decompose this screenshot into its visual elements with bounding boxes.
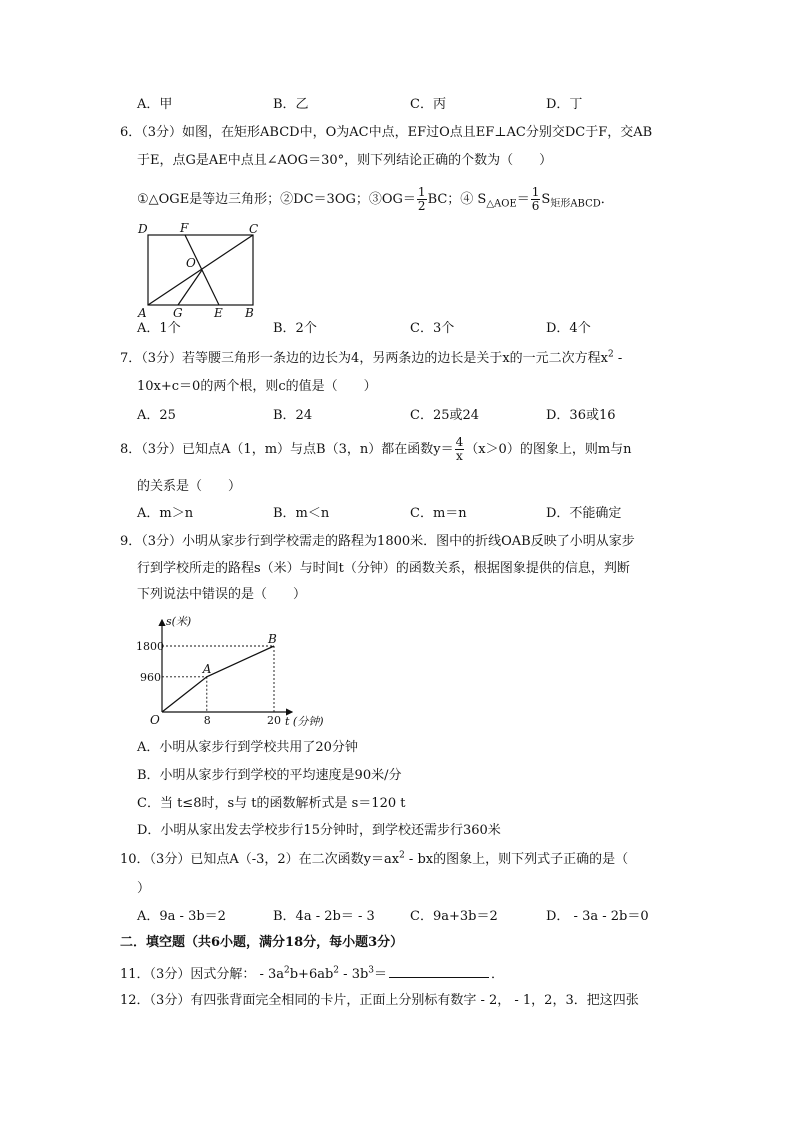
q6-line1: 6．（3分）如图，在矩形ABCD中，O为AC中点，EF过O点且EF⊥AC分别交DC于F，交AB <box>120 125 653 140</box>
answer-blank[interactable] <box>389 963 489 978</box>
fraction-four-over-x: $\frac{4}{x}$ <box>455 435 464 463</box>
q7-option-d: D．36或16 <box>546 408 616 423</box>
q9-distance-time-graph <box>134 606 364 732</box>
label-e: E <box>214 306 223 318</box>
q5-option-d: D．丁 <box>546 97 583 112</box>
section-heading-fill-in: 二．填空题（共6小题，满分18分，每小题3分） <box>120 935 404 950</box>
q9-line3: 下列说法中错误的是（ ） <box>137 587 307 602</box>
q6-statements: ①△OGE是等边三角形；②DC＝3OG；③OG＝ $\frac{1}{2}$ BC；④ $S_{\triangle AOE}=$ $\frac{1}{6}$ $S_{矩形ABCD}$． <box>137 185 614 213</box>
label-c: C <box>249 222 259 236</box>
q5-option-c: C．丙 <box>410 97 446 112</box>
q9-line2: 行到学校所走的路程s（米）与时间t（分钟）的函数关系，根据图象提供的信息，判断 <box>137 561 630 576</box>
q11-line1: 11．（3分）因式分解： - $3a^2b+6ab^2 - 3b^3=$ ． <box>120 963 504 984</box>
q6-option-d: D．4个 <box>546 321 591 336</box>
label-a: A <box>138 306 147 318</box>
q7-line1: 7．（3分）若等腰三角形一条边的边长为4，另两条边的边长是关于x的一元二次方程$x^2$ - <box>120 349 623 366</box>
y-axis-label: s(米) <box>166 615 192 628</box>
q9-option-c: C．当 t≤8时，s与 t的函数解析式是 s＝120 t <box>137 796 406 811</box>
q10-line2: ） <box>137 881 151 896</box>
q9-option-b: B．小明从家步行到学校的平均速度是90米/分 <box>137 768 402 783</box>
q9-line1: 9．（3分）小明从家步行到学校需走的路程为1800米．图中的折线OAB反映了小明从家步 <box>120 534 635 549</box>
label-b: B <box>245 306 254 318</box>
series-line-oab <box>162 646 274 712</box>
fraction-one-half: $\frac{1}{2}$ <box>417 185 426 213</box>
y-tick-1800: 1800 <box>136 640 164 653</box>
q9-option-a: A．小明从家步行到学校共用了20分钟 <box>137 740 358 755</box>
q7-option-b: B．24 <box>273 408 313 423</box>
q10-option-a: A．9a - 3b＝2 <box>137 909 226 924</box>
q8-option-b: B．m＜n <box>273 506 330 521</box>
x-tick-20: 20 <box>267 714 281 727</box>
q9-option-d: D．小明从家出发去学校步行15分钟时，到学校还需步行360米 <box>137 823 501 838</box>
q10-option-d: D． - 3a - 2b＝0 <box>546 909 649 924</box>
y-tick-960: 960 <box>140 670 161 684</box>
q6-line2: 于E，点G是AE中点且∠AOG＝30°，则下列结论正确的个数为（ ） <box>137 153 553 168</box>
q10-line1: 10．（3分）已知点A（-3，2）在二次函数$y=ax^2$ - bx的图象上，则下列式子正确的是（ <box>120 850 629 867</box>
q6-option-c: C．3个 <box>410 321 455 336</box>
q8-option-a: A．m＞n <box>137 506 194 521</box>
q8-line2: 的关系是（ ） <box>137 479 242 494</box>
label-d: D <box>138 222 148 236</box>
point-label-b: B <box>268 632 277 646</box>
q6-option-b: B．2个 <box>273 321 317 336</box>
q8-option-c: C．m＝n <box>410 506 467 521</box>
q8-line1: 8．（3分）已知点A（1，m）与点B（3，n）都在函数y＝ $\frac{4}{x}$ （x＞0）的图象上，则m与n <box>120 435 632 463</box>
x-tick-8: 8 <box>203 714 211 727</box>
label-f: F <box>180 221 189 235</box>
q10-option-b: B．4a - 2b＝ - 3 <box>273 909 375 924</box>
q12-line1: 12．（3分）有四张背面完全相同的卡片，正面上分别标有数字 - 2， - 1，2，3．把这四张 <box>120 993 639 1008</box>
q6-rectangle-figure <box>135 218 270 318</box>
x-axis-label: t (分钟) <box>285 715 324 728</box>
point-label-o: O <box>150 713 160 727</box>
point-label-a: A <box>202 661 212 676</box>
fraction-one-sixth: $\frac{1}{6}$ <box>531 185 540 213</box>
label-o: O <box>186 256 196 270</box>
q5-option-b: B．乙 <box>273 97 309 112</box>
q10-option-c: C．9a+3b＝2 <box>410 909 498 924</box>
q7-option-c: C．25或24 <box>410 408 480 423</box>
q7-line2: 10x+c＝0的两个根，则c的值是（ ） <box>137 379 377 394</box>
q5-option-a: A．甲 <box>137 97 173 112</box>
label-g: G <box>173 306 183 318</box>
q6-option-a: A．1个 <box>137 321 181 336</box>
q7-option-a: A．25 <box>137 408 176 423</box>
q8-option-d: D．不能确定 <box>546 506 622 521</box>
